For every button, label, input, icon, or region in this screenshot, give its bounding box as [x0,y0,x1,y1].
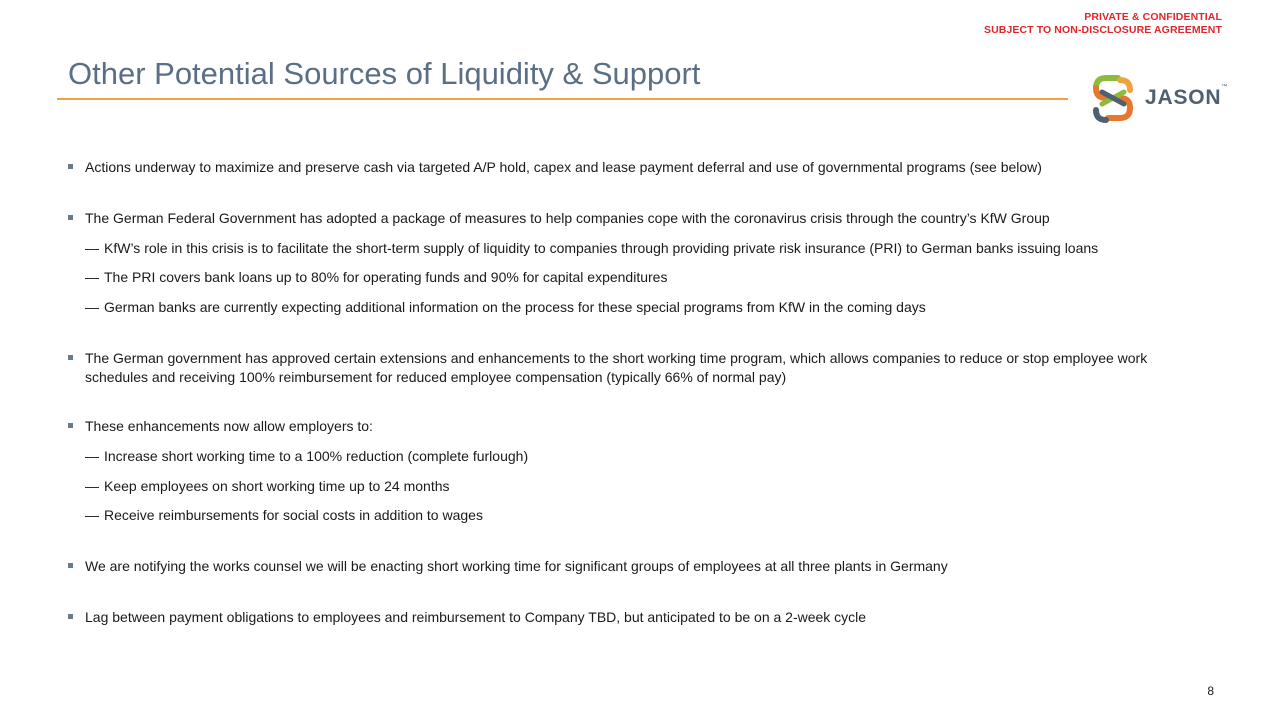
dash-bullet: — [85,299,99,315]
title-underline [57,98,1068,100]
sub-bullet-text: Keep employees on short working time up to 24 months [104,478,450,494]
square-bullet-icon [68,355,73,360]
sub-bullet-text: The PRI covers bank loans up to 80% for operating funds and 90% for capital expenditures [104,269,668,285]
sub-bullet-text: KfW’s role in this crisis is to facilitate the short-term supply of liquidity to companies through providing private risk insurance (PRI) to German banks issuing loans [104,240,1099,256]
bullet-text-line-2: schedules and receiving 100% reimbursement for reduced employee compensation (typically 66% of normal pay) [85,369,787,385]
dash-bullet: — [85,478,99,494]
square-bullet-icon [68,563,73,568]
square-bullet-icon [68,215,73,220]
bullet-text: Actions underway to maximize and preserve cash via targeted A/P hold, capex and lease payment deferral and use of governmental programs (see below) [85,159,1042,175]
bullet-text: Lag between payment obligations to employees and reimbursement to Company TBD, but anticipated to be on a 2-week cycle [85,609,867,625]
bullet-text: We are notifying the works counsel we will be enacting short working time for significant groups of employees at all three plants in Germany [85,558,948,574]
jason-logo-mark-icon [1088,74,1138,124]
sub-bullet-text: Increase short working time to a 100% reduction (complete furlough) [104,448,529,464]
page-number: 8 [1207,684,1214,698]
bullet-text-line-1: The German government has approved certain extensions and enhancements to the short working time program, which allows companies to reduce or stop employee work [85,350,1148,366]
jason-logo [1088,74,1228,124]
slide-title: Other Potential Sources of Liquidity & Support [68,56,701,91]
sub-bullet-text: German banks are currently expecting additional information on the process for these special programs from KfW in the coming days [104,299,926,315]
confidential-line-2: SUBJECT TO NON-DISCLOSURE AGREEMENT [983,24,1222,36]
square-bullet-icon [68,423,73,428]
dash-bullet: — [85,269,99,285]
confidentiality-notice [984,11,1222,37]
dash-bullet: — [85,240,99,256]
bullet-text: The German Federal Government has adopted a package of measures to help companies cope with the coronavirus crisis through the country’s KfW Group [85,210,1050,226]
bullet-text: These enhancements now allow employers to: [85,418,373,434]
dash-bullet: — [85,507,99,523]
square-bullet-icon [68,164,73,169]
sub-bullet-text: Receive reimbursements for social costs in addition to wages [104,507,483,523]
logo-word-text: JASON [1145,86,1222,109]
square-bullet-icon [68,614,73,619]
logo-wordmark [1145,86,1227,110]
dash-bullet: — [85,448,99,464]
logo-trademark: ™ [1221,84,1228,90]
confidential-line-1: PRIVATE & CONFIDENTIAL [1084,11,1222,23]
